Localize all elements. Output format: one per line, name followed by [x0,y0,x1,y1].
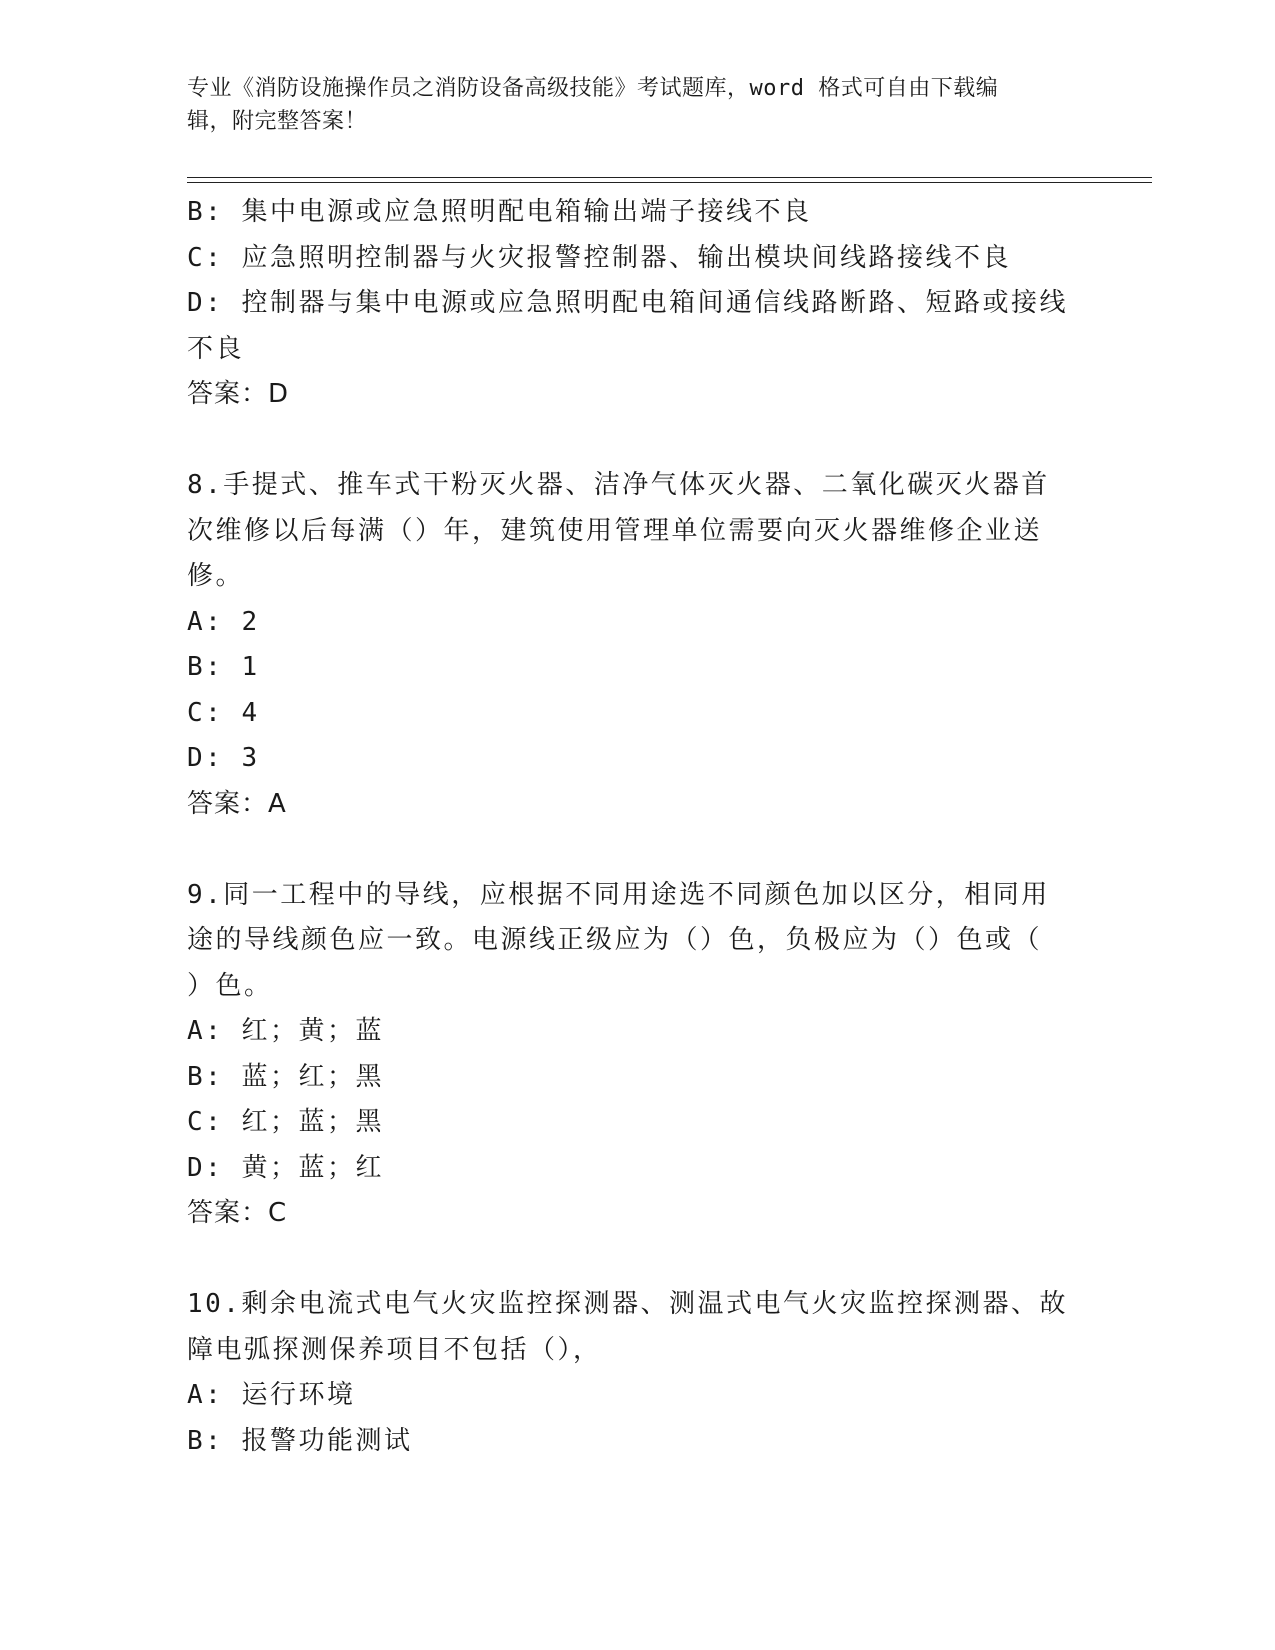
question-7-remainder [187,190,1077,418]
q9-option-d: D: 黄；蓝；红 [187,1152,384,1183]
header-divider-bottom [187,182,1152,183]
header-line-1: 专业《消防设施操作员之消防设备高级技能》考试题库，word 格式可自由下载编 [187,76,999,101]
q7-option-b: B: 集中电源或应急照明配电箱输出端子接线不良 [187,197,812,227]
q8-stem-line-3: 修。 [187,561,245,591]
q8-option-b: B: 1 [187,652,260,682]
q10-stem-line-2: 障电弧探测保养项目不包括（）， [187,1334,602,1365]
q10-option-a: A: 运行环境 [187,1380,356,1410]
q7-option-c: C: 应急照明控制器与火灾报警控制器、输出模块间线路接线不良 [187,242,1011,273]
spacer [187,827,1077,873]
spacer [187,1237,1077,1283]
question-10 [187,1282,1077,1464]
q8-answer: 答案：A [187,788,287,819]
q7-option-d-line-1: D: 控制器与集中电源或应急照明配电箱间通信线路断路、短路或接线 [187,288,1068,318]
q9-answer: 答案：C [187,1198,288,1228]
q8-option-d: D: 3 [187,743,260,773]
q7-answer: 答案：D [187,379,290,409]
question-list [187,190,1077,1464]
q7-option-d-line-2: 不良 [187,333,245,364]
q9-stem-line-3: ）色。 [187,970,273,1001]
q9-stem-line-2: 途的导线颜色应一致。电源线正级应为（）色，负极应为（）色或（ [187,925,1043,955]
document-header [187,72,1067,138]
q10-option-b: B: 报警功能测试 [187,1425,413,1456]
q8-stem-line-2: 次维修以后每满（）年，建筑使用管理单位需要向灭火器维修企业送 [187,515,1043,546]
header-divider-top [187,177,1152,178]
q9-option-c: C: 红；蓝；黑 [187,1107,384,1137]
question-8 [187,463,1077,827]
q10-stem-line-1: 10.剩余电流式电气火灾监控探测器、测温式电气火灾监控探测器、故 [187,1289,1068,1319]
spacer [187,418,1077,464]
q9-option-a: A: 红；黄；蓝 [187,1016,384,1046]
q9-stem-line-1: 9.同一工程中的导线，应根据不同用途选不同颜色加以区分，相同用 [187,879,1050,910]
header-line-2: 辑，附完整答案！ [187,109,368,134]
q8-stem-line-1: 8.手提式、推车式干粉灭火器、洁净气体灭火器、二氧化碳灭火器首 [187,470,1050,500]
q8-option-a: A: 2 [187,606,260,637]
q9-option-b: B: 蓝；红；黑 [187,1061,384,1092]
q8-option-c: C: 4 [187,697,260,728]
question-9 [187,873,1077,1237]
